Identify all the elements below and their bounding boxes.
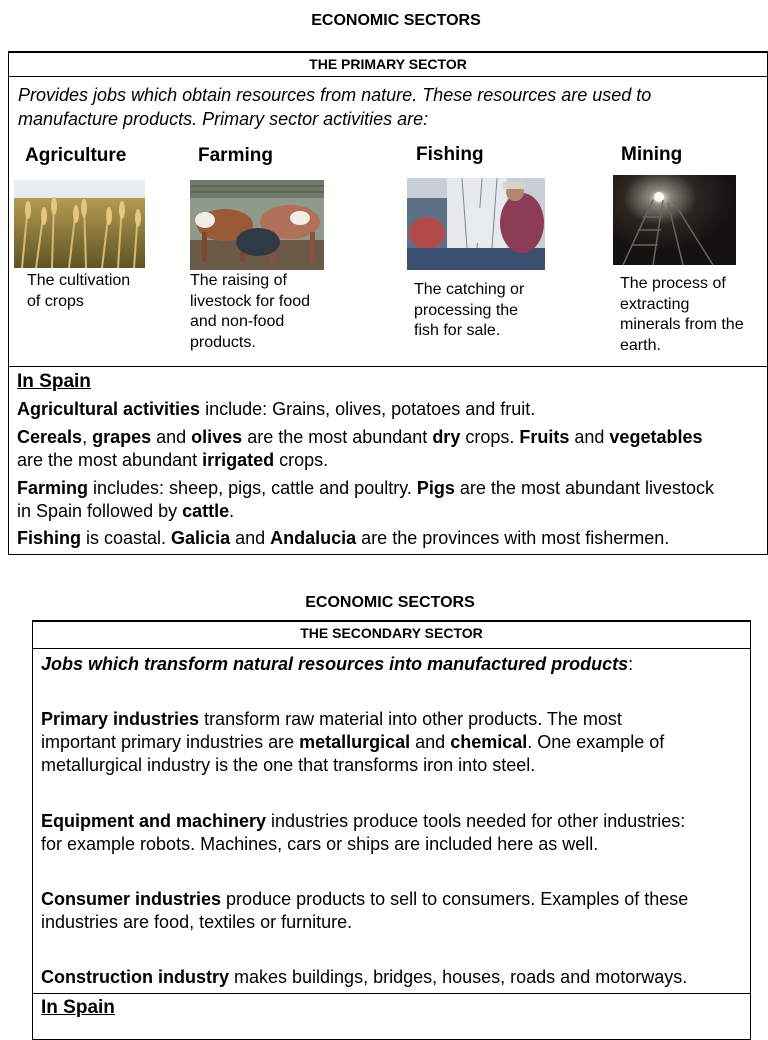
consumer-industries: Consumer industries produce products to sell to consumers. Examples of these industries are food, textiles or furniture. (41, 889, 689, 932)
spain-crops: Cereals, grapes and olives are the most abundant dry crops. Fruits and vegetables are the most abundant irrigated crops. (17, 427, 703, 470)
spain-heading-secondary: In Spain (41, 997, 115, 1018)
primary-industries: Primary industries transform raw material into other products. The most important primary industries are metallurgical and chemical. One example of metallurgical industry is the one that transforms iron into steel. (41, 709, 665, 775)
secondary-header-divider (32, 648, 751, 649)
activity-name-agriculture: Agriculture (25, 145, 127, 166)
secondary-spain-divider (32, 993, 751, 994)
agriculture-photo (14, 180, 145, 268)
header-divider (8, 76, 768, 77)
primary-sector-header: THE PRIMARY SECTOR (309, 56, 467, 72)
spain-fishing: Fishing is coastal. Galicia and Andalucia are the provinces with most fishermen. (17, 528, 670, 548)
activity-desc-farming: The raising of livestock for food and non-food products. (190, 272, 311, 351)
spain-divider (8, 366, 768, 367)
activity-name-fishing: Fishing (416, 144, 484, 165)
activity-desc-fishing: The catching or processing the fish for sale. (414, 281, 525, 339)
page2-title: ECONOMIC SECTORS (305, 594, 475, 611)
equipment-machinery: Equipment and machinery industries produce tools needed for other industries: for example robots. Machines, cars or ships are included here as well. (41, 811, 686, 854)
spain-heading-primary: In Spain (17, 371, 91, 392)
farming-photo (190, 180, 324, 270)
activity-desc-agriculture: The cultivation of crops (27, 272, 131, 310)
spain-agricultural-activities: Agricultural activities include: Grains, olives, potatoes and fruit. (17, 399, 536, 419)
fishing-photo (407, 178, 545, 270)
secondary-intro: Jobs which transform natural resources into manufactured products: (41, 654, 634, 674)
mining-photo (613, 175, 736, 265)
primary-intro: Provides jobs which obtain resources from nature. These resources are used to manufacture products. Primary sector activities are: (18, 85, 652, 129)
page1-title: ECONOMIC SECTORS (311, 12, 481, 29)
activity-name-farming: Farming (198, 145, 273, 166)
construction-industry: Construction industry makes buildings, bridges, houses, roads and motorways. (41, 967, 688, 987)
spain-farming: Farming includes: sheep, pigs, cattle and poultry. Pigs are the most abundant livestock in Spain followed by cattle. (17, 478, 715, 521)
activity-desc-mining: The process of extracting minerals from the earth. (620, 275, 744, 354)
activity-name-mining: Mining (621, 144, 683, 165)
secondary-sector-header: THE SECONDARY SECTOR (300, 625, 483, 641)
